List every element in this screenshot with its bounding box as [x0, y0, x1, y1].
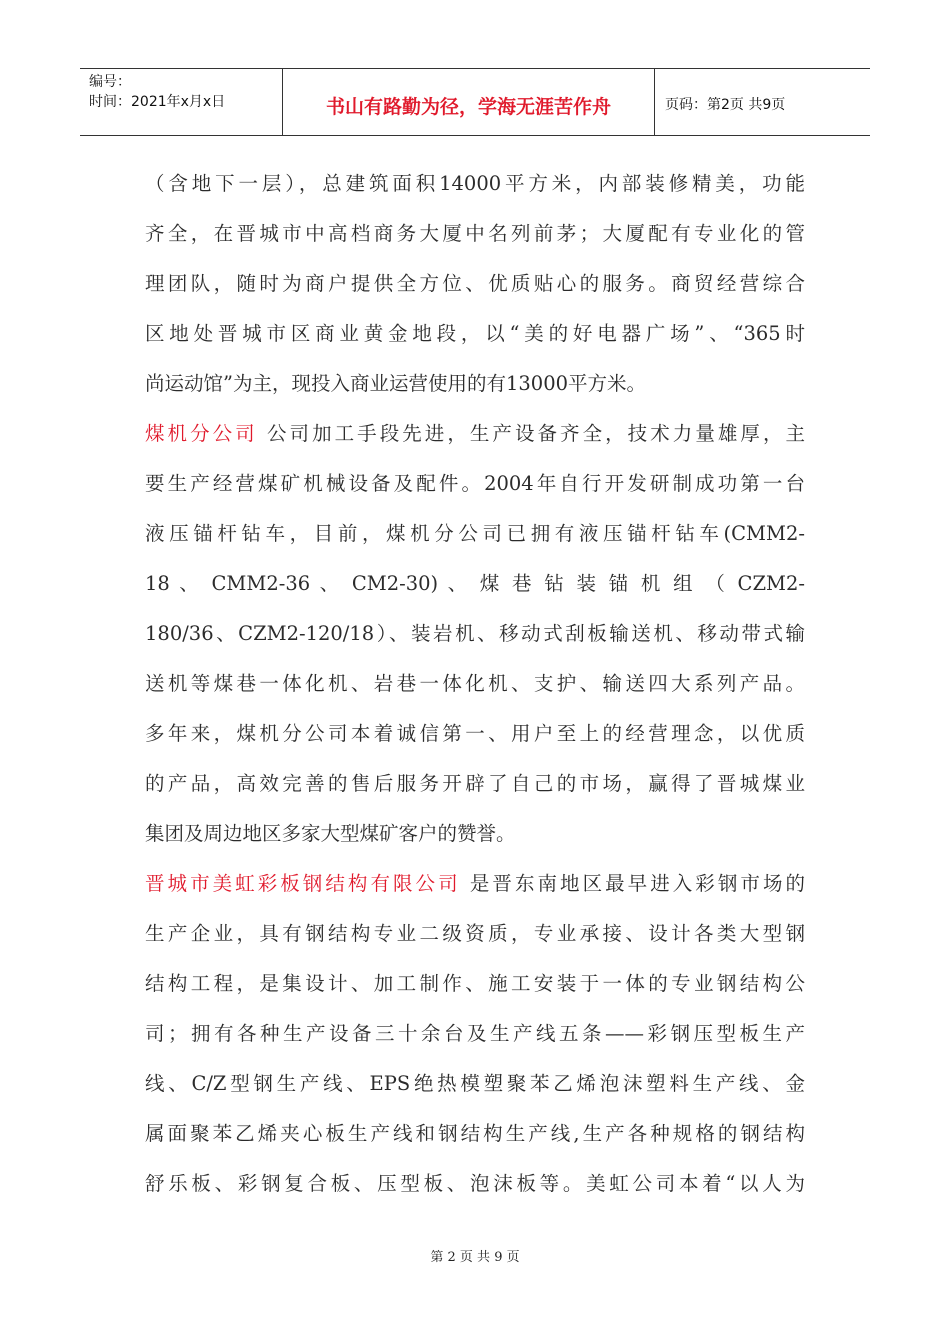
page-header: [80, 68, 870, 136]
text-line: [145, 363, 805, 413]
text-line: [145, 413, 805, 463]
text-segment: 集团及周边地区多家大型煤矿客户的赞誉。: [145, 822, 516, 845]
text-segment: 齐全，在晋城市中高档商务大厦中名列前茅；大厦配有专业化的管: [145, 222, 805, 245]
text-segment: 要生产经营煤矿机械设备及配件。2004年自行开发研制成功第一台: [145, 472, 805, 495]
text-line: [145, 663, 805, 713]
text-line: [145, 213, 805, 263]
text-line: [145, 863, 805, 913]
text-line: [145, 163, 805, 213]
company-name-highlight: 晋城市美虹彩板钢结构有限公司: [145, 872, 461, 895]
page-footer: 第 2 页 共 9 页: [430, 1250, 520, 1265]
document-time-label: 时间：2021年x月x日: [89, 94, 226, 110]
company-name-highlight: 煤机分公司: [145, 422, 258, 445]
text-segment: 液压锚杆钻车，目前，煤机分公司已拥有液压锚杆钻车(CMM2-: [145, 522, 805, 545]
document-number-label: 编号：: [89, 74, 131, 90]
text-segment: 区地处晋城市区商业黄金地段，以“美的好电器广场”、“365时: [145, 322, 805, 345]
header-page-info: 页码：第2页 共9页: [665, 97, 786, 113]
header-motto: 书山有路勤为径，学海无涯苦作舟: [283, 69, 655, 135]
text-line: [145, 313, 805, 363]
text-segment: （含地下一层），总建筑面积14000平方米，内部装修精美，功能: [145, 172, 805, 195]
text-line: [145, 963, 805, 1013]
text-segment: 公司加工手段先进，生产设备齐全，技术力量雄厚，主: [257, 422, 805, 445]
text-line: [145, 763, 805, 813]
text-segment: 尚运动馆”为主，现投入商业运营使用的有13000平方米。: [145, 372, 647, 395]
text-segment: 是晋东南地区最早进入彩钢市场的: [460, 872, 805, 895]
text-segment: 结构工程，是集设计、加工制作、施工安装于一体的专业钢结构公: [145, 972, 805, 995]
text-line: [145, 513, 805, 563]
text-segment: 舒乐板、彩钢复合板、压型板、泡沫板等。美虹公司本着“以人为: [145, 1172, 805, 1195]
text-segment: 线、C/Z型钢生产线、EPS绝热模塑聚苯乙烯泡沫塑料生产线、金: [145, 1072, 805, 1095]
document-body: [145, 163, 805, 1213]
text-line: [145, 563, 805, 613]
text-line: [145, 1163, 805, 1213]
text-segment: 多年来，煤机分公司本着诚信第一、用户至上的经营理念，以优质: [145, 722, 805, 745]
text-line: [145, 1063, 805, 1113]
text-line: [145, 813, 805, 863]
text-segment: 属面聚苯乙烯夹心板生产线和钢结构生产线,生产各种规格的钢结构: [145, 1122, 805, 1145]
text-line: [145, 613, 805, 663]
text-segment: 的产品，高效完善的售后服务开辟了自己的市场，赢得了晋城煤业: [145, 772, 805, 795]
header-meta: [80, 69, 283, 135]
text-line: [145, 1013, 805, 1063]
text-segment: 生产企业，具有钢结构专业二级资质，专业承接、设计各类大型钢: [145, 922, 805, 945]
text-segment: 司；拥有各种生产设备三十余台及生产线五条——彩钢压型板生产: [145, 1022, 805, 1045]
text-line: [145, 1113, 805, 1163]
text-line: [145, 713, 805, 763]
text-segment: 送机等煤巷一体化机、岩巷一体化机、支护、输送四大系列产品。: [145, 672, 805, 695]
text-segment: 180/36、CZM2-120/18）、装岩机、移动式刮板输送机、移动带式输: [145, 622, 805, 645]
text-segment: 18 、 CMM2-36 、 CM2-30) 、 煤 巷 钻 装 锚 机 组 （ CZM2-: [145, 572, 805, 595]
text-line: [145, 463, 805, 513]
text-line: [145, 913, 805, 963]
text-segment: 理团队，随时为商户提供全方位、优质贴心的服务。商贸经营综合: [145, 272, 805, 295]
text-line: [145, 263, 805, 313]
